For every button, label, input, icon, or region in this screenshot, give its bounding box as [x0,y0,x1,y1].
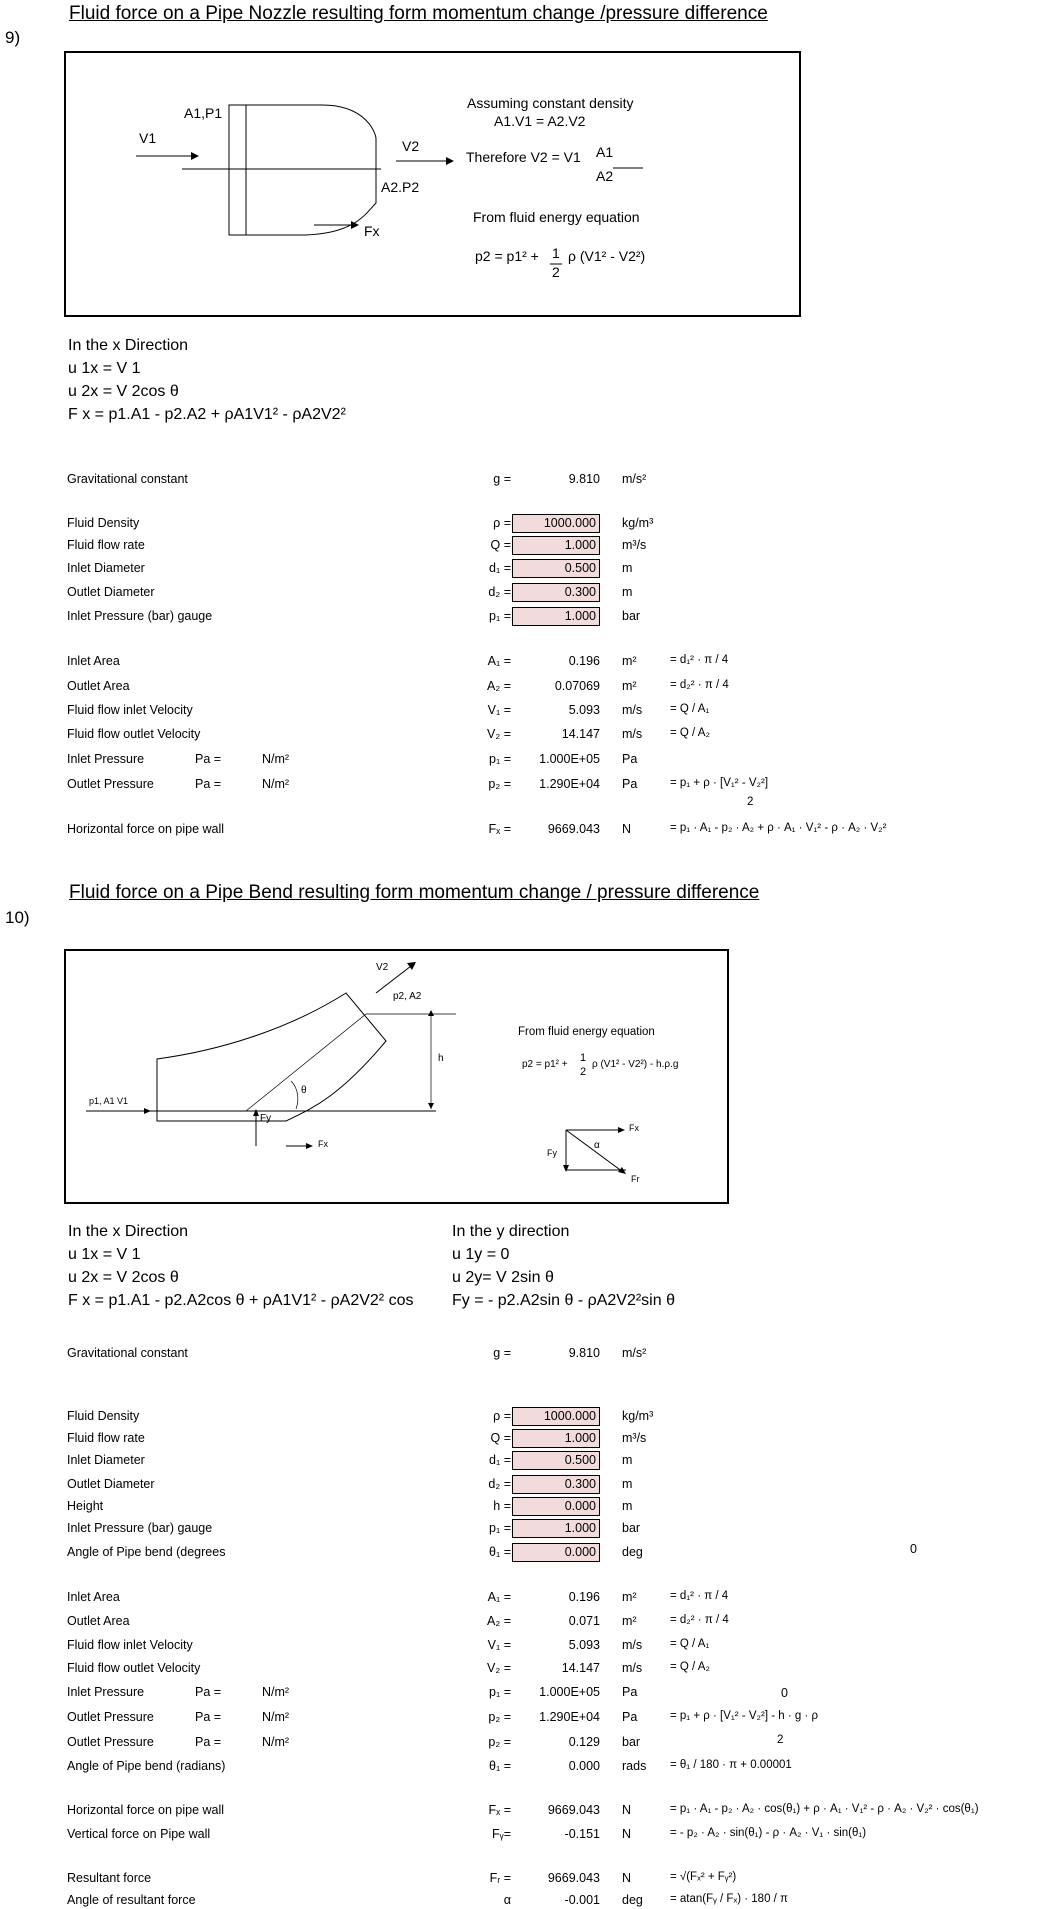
bend-p2-eq-a: p2 = p1² + [522,1059,568,1070]
row-unit: m [622,1499,633,1513]
row-symbol: Fᵧ= [492,1827,511,1841]
row-unit: deg [622,1893,643,1907]
row-formula: = d₂² · π / 4 [670,1614,729,1626]
row-unit: Pa [622,1710,638,1724]
pa-label: Pa = [195,752,222,766]
row-value: -0.001 [564,1893,600,1907]
row-unit: rads [622,1759,647,1773]
row-value: 0.196 [568,654,600,668]
row-formula: = √(Fₓ² + Fᵧ²) [670,1871,737,1883]
row-value: 9669.043 [547,1871,600,1885]
row-label: Outlet Area [67,1614,130,1628]
row-formula: = θ₁ / 180 · π + 0.00001 [670,1759,792,1771]
s10-xdir-l3: F x = p1.A1 - p2.A2cos θ + ρA1V1² - ρA2V2² cos [68,1292,414,1309]
row-label: Gravitational constant [67,472,188,486]
fx-label: Fx [364,223,380,239]
row-formula: = d₂² · π / 4 [670,679,729,691]
section-10-title: Fluid force on a Pipe Bend resulting form momentum change / pressure difference [69,882,760,903]
assume-text: Assuming constant density [467,95,634,111]
input-cell[interactable]: 0.300 [512,583,600,602]
v1-label: V1 [139,130,157,146]
row-symbol: p₁ = [489,752,511,766]
row-formula: = Q / A₁ [670,1638,710,1650]
frac-top: A1 [596,144,614,160]
row-unit: N [622,1803,632,1817]
row-formula: = Q / A₂ [670,1661,710,1673]
s10-stray-zero-b: 0 [781,1686,788,1700]
row-unit: N [622,1827,632,1841]
row-formula: = Q / A₂ [670,727,710,739]
input-cell[interactable]: 1.000 [512,1519,600,1538]
row-label: Inlet Area [67,1590,120,1604]
bend-h-label: h [438,1053,444,1064]
bend-drawing [66,951,727,1202]
row-formula: = p₁ + ρ · [V₁² - V₂²] [670,777,769,789]
row-value: 14.147 [561,1661,600,1675]
row-unit: m/s [622,1661,643,1675]
bend-fx-label: Fx [318,1139,328,1149]
input-cell[interactable]: 0.500 [512,559,600,578]
input-cell[interactable]: 1.000 [512,1429,600,1448]
row-value: 1.290E+04 [539,1710,600,1724]
pa-label: Pa = [195,1710,222,1724]
row-label: Fluid flow inlet Velocity [67,703,193,717]
row-symbol: d₁ = [489,1453,511,1467]
row-symbol: g = [493,472,511,486]
bend-half-top: 1 [580,1052,587,1064]
s9-xdir-heading: In the x Direction [68,337,189,354]
pa-unit: N/m² [262,752,290,766]
row-value: 0.196 [568,1590,600,1604]
row-symbol: h = [493,1499,511,1513]
a2p2-label: A2.P2 [381,179,420,195]
pa-unit: N/m² [262,777,290,791]
row-symbol: ρ = [493,516,511,530]
row-label: Inlet Diameter [67,561,145,575]
row-label: Angle of Pipe bend (radians) [67,1759,226,1773]
input-cell[interactable]: 0.500 [512,1451,600,1470]
row-unit: bar [622,1521,641,1535]
row-symbol: θ₁ = [489,1759,511,1773]
row-label: Outlet Pressure [67,1710,154,1724]
row-label: Fluid flow rate [67,1431,145,1445]
row-unit: m [622,585,633,599]
row-symbol: V₁ = [487,1638,511,1652]
row-symbol: p₁ = [489,1521,511,1535]
p2-half-bot: 2 [552,264,560,280]
row-label: Fluid flow outlet Velocity [67,727,201,741]
row-symbol: p₂ = [488,777,511,791]
row-unit: Pa [622,752,638,766]
row-unit: bar [622,609,641,623]
tri-fx-label: Fx [629,1123,639,1133]
row-value: 5.093 [568,1638,600,1652]
row-symbol: p₂ = [488,1710,511,1724]
s10-ydir-l3: Fy = - p2.A2sin θ - ρA2V2²sin θ [452,1292,675,1309]
row-unit: m² [622,1614,637,1628]
s10-stray-zero-a: 0 [910,1542,917,1556]
s10-half-denominator: 2 [777,1734,784,1746]
p2-eq-b: ρ (V1² - V2²) [568,248,646,264]
row-formula: = p₁ · A₁ - p₂ · A₂ + ρ · A₁ · V₁² - ρ · A₂ · V₂² [670,822,887,834]
row-label: Horizontal force on pipe wall [67,1803,225,1817]
input-cell[interactable]: 1000.000 [512,514,600,533]
row-unit: m² [622,1590,637,1604]
bend-p1a1v1-label: p1, A1 V1 [89,1096,129,1106]
row-unit: Pa [622,1685,638,1699]
row-unit: m [622,1453,633,1467]
row-value: 1.290E+04 [539,777,600,791]
row-formula: = p₁ · A₁ - p₂ · A₂ · cos(θ₁) + ρ · A₁ · V₁² - ρ · A₂ · V₂² · cos(θ₁) [670,1803,979,1815]
s9-xdir-l3: F x = p1.A1 - p2.A2 + ρA1V1² - ρA2V2² [68,406,346,423]
row-symbol: p₁ = [489,1685,511,1699]
row-unit: kg/m³ [622,1409,654,1423]
row-symbol: Q = [490,1431,511,1445]
s9-xdir-l2: u 2x = V 2cos θ [68,383,179,400]
row-value: 9669.043 [547,822,600,836]
row-label: Outlet Pressure [67,1735,154,1749]
row-unit: deg [622,1545,643,1559]
input-cell[interactable]: 0.000 [512,1543,600,1562]
bend-theta-label: θ [301,1085,307,1096]
row-formula: = p₁ + ρ · [V₁² - V₂²] - h · g · ρ [670,1710,819,1722]
input-cell[interactable]: 0.000 [512,1497,600,1516]
row-unit: N [622,1871,632,1885]
row-value: 1.000E+05 [539,752,600,766]
tri-alpha-label: α [594,1140,600,1151]
row-symbol: g = [493,1346,511,1360]
row-label: Fluid flow outlet Velocity [67,1661,201,1675]
row-symbol: V₂ = [487,1661,511,1675]
row-unit: Pa [622,777,638,791]
s9-half-denominator: 2 [747,796,754,808]
row-symbol: A₁ = [487,654,511,668]
row-unit: kg/m³ [622,516,654,530]
row-symbol: p₁ = [489,609,511,623]
row-label: Inlet Pressure (bar) gauge [67,609,213,623]
row-symbol: d₂ = [488,1477,511,1491]
row-symbol: θ₁ = [489,1545,511,1559]
p2-eq-a: p2 = p1² + [475,248,539,264]
row-value: 0.129 [568,1735,600,1749]
bend-diagram [64,949,729,1204]
row-label: Outlet Diameter [67,585,155,599]
energy-text: From fluid energy equation [473,209,640,225]
row-label: Outlet Pressure [67,777,154,791]
row-label: Inlet Pressure (bar) gauge [67,1521,213,1535]
pa-unit: N/m² [262,1685,290,1699]
row-symbol: A₁ = [487,1590,511,1604]
row-label: Angle of Pipe bend (degrees [67,1545,226,1559]
row-unit: m³/s [622,1431,647,1445]
row-unit: m² [622,679,637,693]
bend-half-bot: 2 [580,1066,587,1078]
row-symbol: A₂ = [487,1614,511,1628]
row-symbol: A₂ = [487,679,511,693]
row-unit: m/s [622,1638,643,1652]
input-cell[interactable]: 1000.000 [512,1407,600,1426]
row-label: Fluid Density [67,1409,140,1423]
row-label: Outlet Diameter [67,1477,155,1491]
row-value: 9.810 [568,472,600,486]
s10-xdir-heading: In the x Direction [68,1223,189,1240]
row-label: Inlet Pressure [67,752,145,766]
row-label: Inlet Pressure [67,1685,145,1699]
therefore-eq: Therefore V2 = V1 [466,149,581,165]
row-unit: m/s² [622,1346,647,1360]
row-label: Inlet Area [67,654,120,668]
row-symbol: α [503,1893,511,1907]
section-9-title: Fluid force on a Pipe Nozzle resulting form momentum change /pressure difference [69,3,768,24]
nozzle-drawing [66,53,799,315]
row-unit: m/s² [622,472,647,486]
frac-bot: A2 [596,168,614,184]
row-symbol: ρ = [493,1409,511,1423]
row-label: Resultant force [67,1871,152,1885]
row-symbol: V₁ = [487,703,511,717]
row-symbol: V₂ = [487,727,511,741]
pa-label: Pa = [195,1735,222,1749]
pa-unit: N/m² [262,1710,290,1724]
row-label: Height [67,1499,104,1513]
row-value: 9.810 [568,1346,600,1360]
row-unit: m/s [622,727,643,741]
row-value: 0.07069 [554,679,600,693]
row-unit: m [622,561,633,575]
row-label: Fluid Density [67,516,140,530]
s9-xdir-l1: u 1x = V 1 [68,360,141,377]
bend-energy-text: From fluid energy equation [518,1026,655,1038]
row-label: Angle of resultant force [67,1893,196,1907]
row-formula: = Q / A₁ [670,703,710,715]
input-cell[interactable]: 1.000 [512,536,600,555]
row-value: -0.151 [564,1827,600,1841]
row-unit: m³/s [622,538,647,552]
row-symbol: p₂ = [488,1735,511,1749]
section-10-number: 10) [5,908,30,927]
row-unit: m² [622,654,637,668]
row-label: Vertical force on Pipe wall [67,1827,211,1841]
row-label: Fluid flow rate [67,538,145,552]
row-unit: m [622,1477,633,1491]
s10-xdir-l1: u 1x = V 1 [68,1246,141,1263]
tri-fy-label: Fy [547,1148,557,1158]
row-label: Fluid flow inlet Velocity [67,1638,193,1652]
row-unit: bar [622,1735,641,1749]
row-value: 0.000 [568,1759,600,1773]
row-formula: = - p₂ · A₂ · sin(θ₁) - ρ · A₂ · V₁ · sin(θ₁) [670,1827,867,1839]
row-value: 5.093 [568,703,600,717]
continuity-eq: A1.V1 = A2.V2 [494,113,586,129]
row-label: Gravitational constant [67,1346,188,1360]
bend-v2-label: V2 [376,962,389,973]
row-formula: = d₁² · π / 4 [670,654,729,666]
s10-ydir-heading: In the y direction [452,1223,570,1240]
a1p1-label: A1,P1 [184,105,223,121]
input-cell[interactable]: 1.000 [512,607,600,626]
p2-half-top: 1 [552,245,560,261]
row-value: 0.071 [568,1614,600,1628]
row-formula: = atan(Fᵧ / Fₓ) · 180 / π [670,1893,788,1905]
row-symbol: d₂ = [488,585,511,599]
s10-ydir-l1: u 1y = 0 [452,1246,510,1263]
section-9-number: 9) [5,28,21,47]
row-value: 14.147 [561,727,600,741]
pa-label: Pa = [195,777,222,791]
row-value: 1.000E+05 [539,1685,600,1699]
bend-fy-label: Fy [260,1113,272,1124]
v2-label: V2 [402,138,420,154]
row-symbol: Fᵣ = [489,1871,511,1885]
bend-p2-eq-b: ρ (V1² - V2²) - h.ρ.g [592,1059,679,1070]
row-symbol: Q = [490,538,511,552]
nozzle-diagram [64,51,801,317]
tri-fr-label: Fr [631,1174,640,1184]
s10-xdir-l2: u 2x = V 2cos θ [68,1269,179,1286]
bend-p2a2-label: p2, A2 [393,991,422,1002]
pa-unit: N/m² [262,1735,290,1749]
row-formula: = d₁² · π / 4 [670,1590,729,1602]
s10-ydir-l2: u 2y= V 2sin θ [452,1269,554,1286]
row-label: Horizontal force on pipe wall [67,822,225,836]
row-unit: m/s [622,703,643,717]
row-symbol: Fₓ = [488,1803,511,1817]
row-value: 9669.043 [547,1803,600,1817]
row-symbol: d₁ = [489,561,511,575]
row-label: Outlet Area [67,679,130,693]
input-cell[interactable]: 0.300 [512,1475,600,1494]
pa-label: Pa = [195,1685,222,1699]
row-label: Inlet Diameter [67,1453,145,1467]
row-symbol: Fₓ = [488,822,511,836]
row-unit: N [622,822,632,836]
